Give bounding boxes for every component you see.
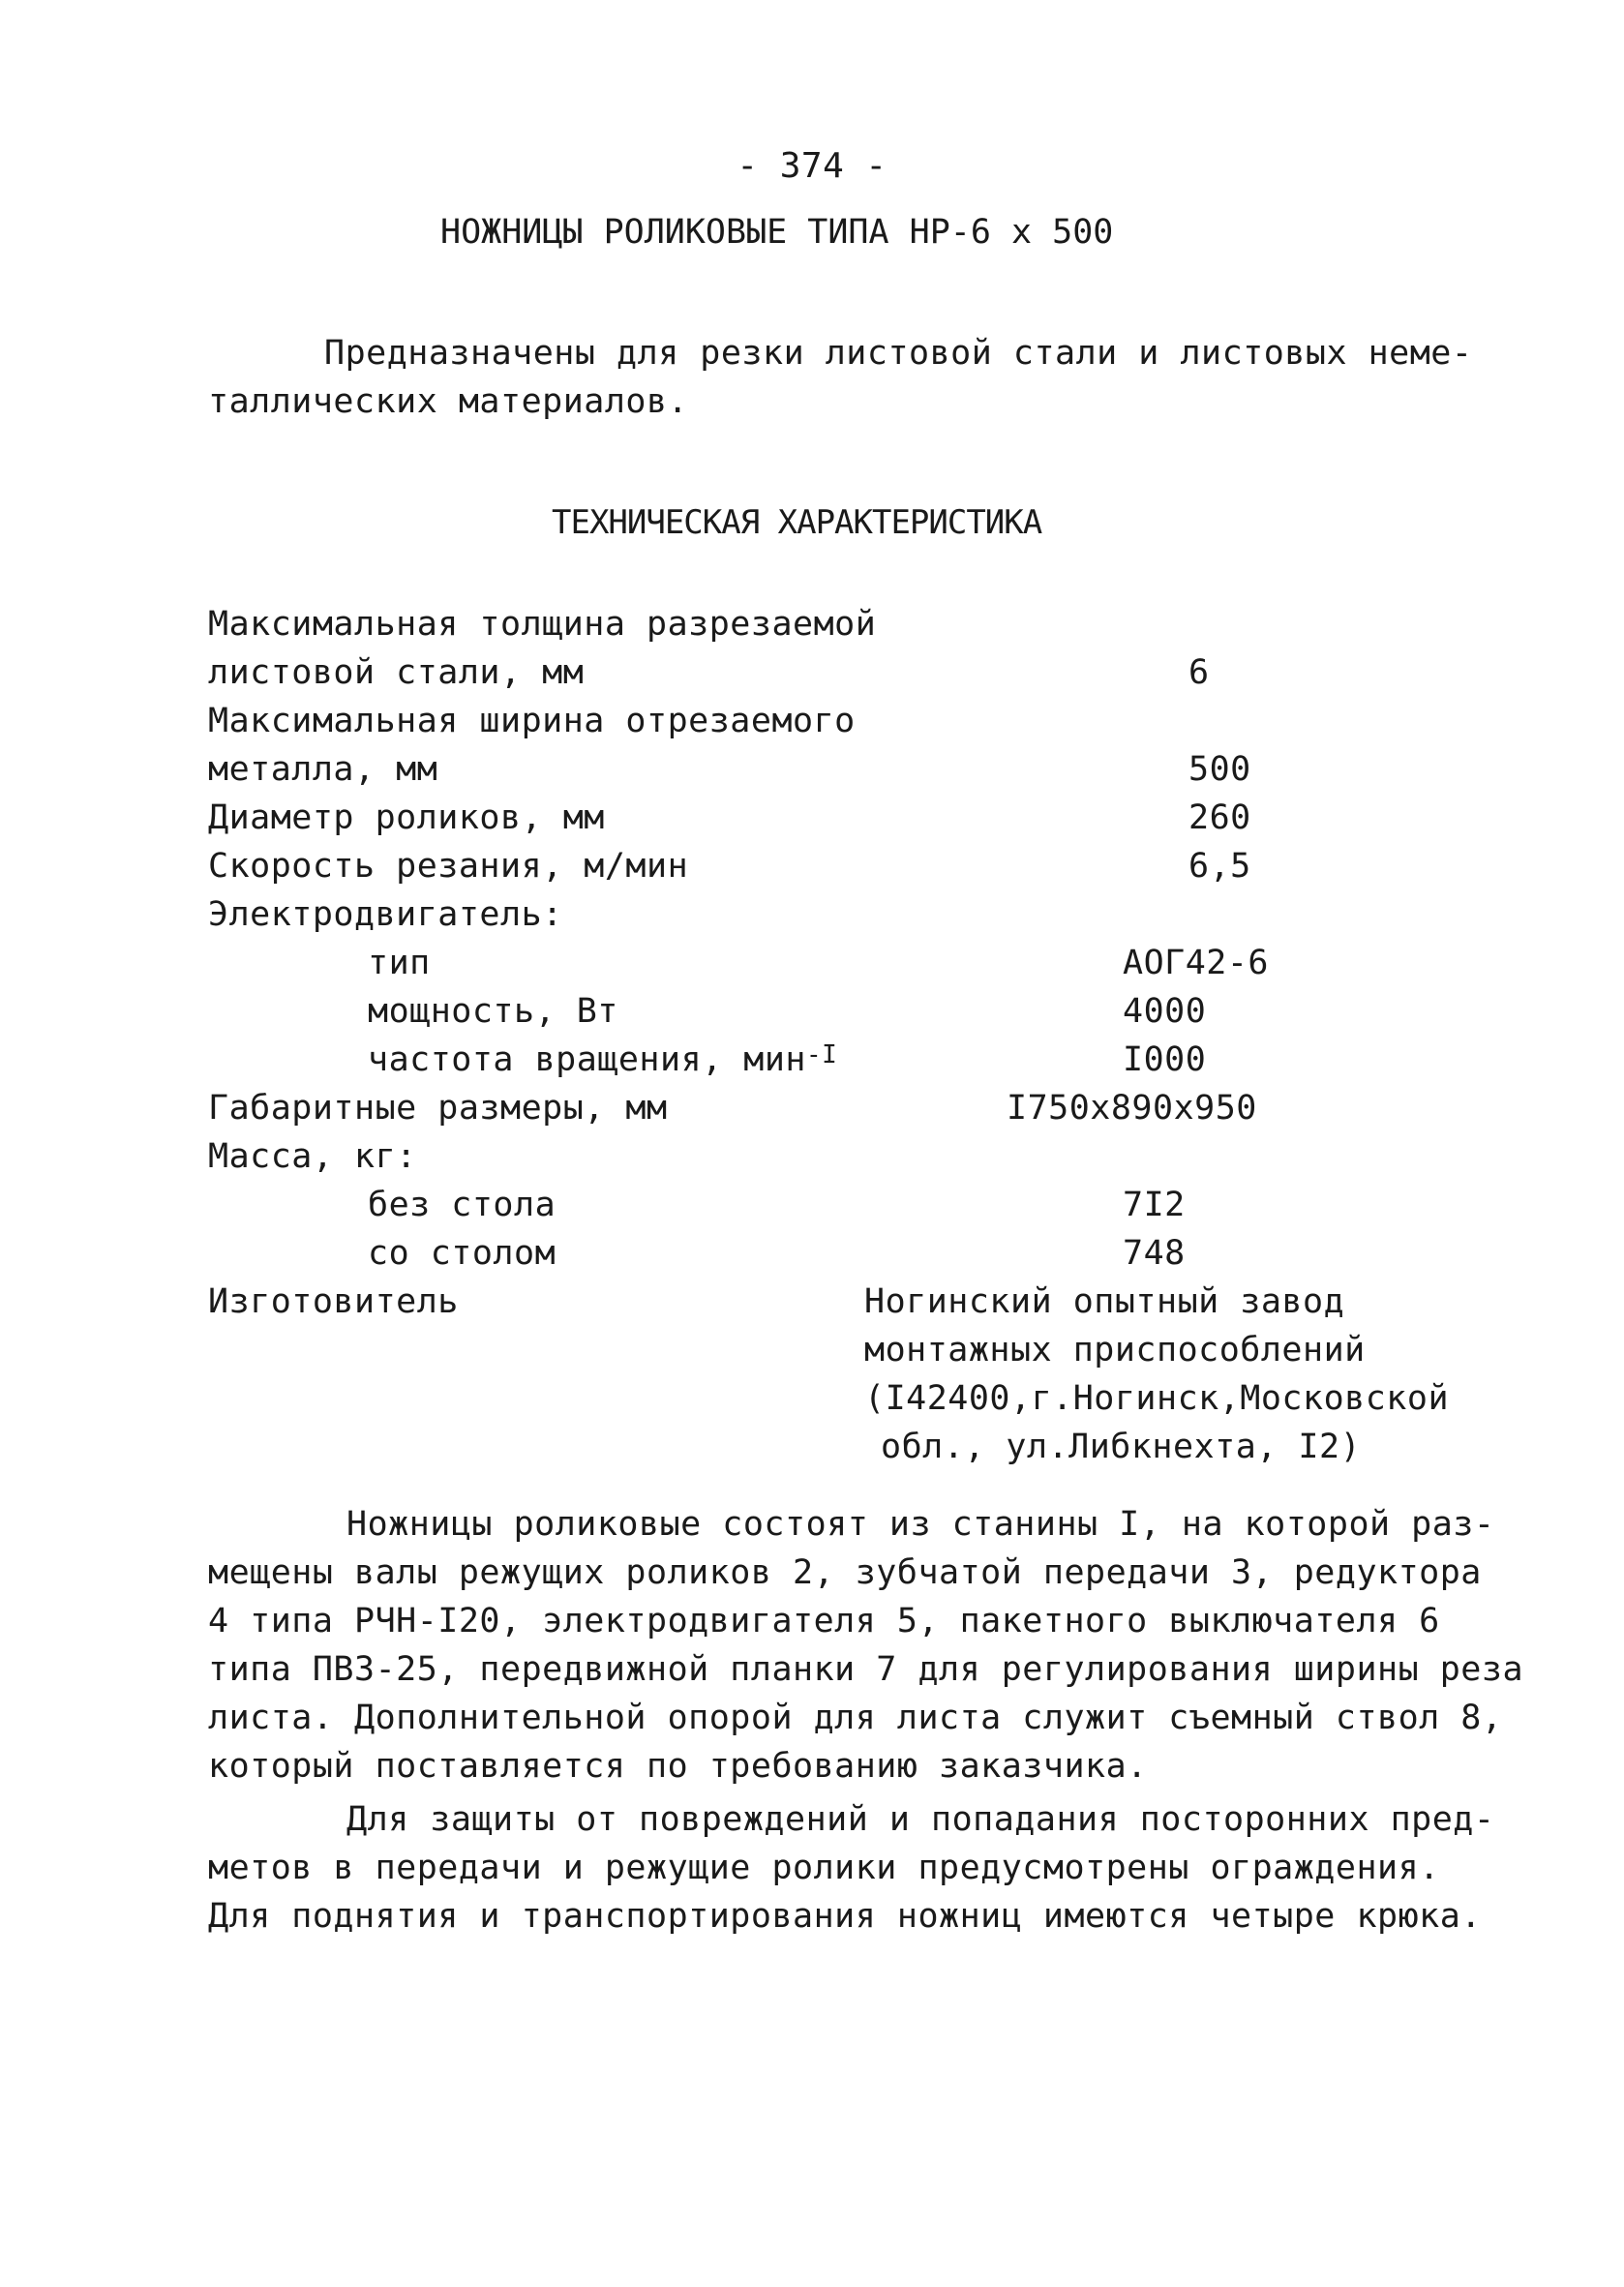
spec-maker-line-3: (I42400,г.Ногинск,Московской	[864, 1379, 1450, 1418]
spec-motor-label: Электродвигатель:	[208, 895, 563, 934]
spec-mass-with-table-value: 748	[1123, 1234, 1186, 1273]
spec-maker-line-2: монтажных приспособлений	[864, 1331, 1366, 1369]
purpose-line-1: Предназначены для резки листовой стали и листовых неме-	[324, 334, 1473, 373]
spec-mass-no-table-label: без стола	[368, 1186, 556, 1224]
page-title: НОЖНИЦЫ РОЛИКОВЫЕ ТИПА НР-6 х 500	[440, 213, 1114, 252]
description-line-1: Ножницы роликовые состоят из станины I, на которой раз-	[346, 1505, 1495, 1544]
spec-dims-value: I750x890x950	[1007, 1089, 1257, 1128]
description-line-5: листа. Дополнительной опорой для листа служит съемный ствол 8,	[208, 1699, 1503, 1737]
spec-thickness-label-1: Максимальная толщина разрезаемой	[208, 605, 877, 644]
spec-width-label-2: металла, мм	[208, 750, 438, 789]
description-line-9: Для поднятия и транспортирования ножниц имеются четыре крюка.	[208, 1897, 1482, 1936]
spec-motor-type-label: тип	[368, 944, 431, 982]
spec-motor-type-value: АОГ42-6	[1123, 944, 1270, 982]
spec-dims-label: Габаритные размеры, мм	[208, 1089, 668, 1128]
description-line-2: мещены валы режущих роликов 2, зубчатой передачи 3, редуктора	[208, 1553, 1482, 1592]
spec-maker-line-1: Ногинский опытный завод	[864, 1282, 1345, 1321]
spec-motor-power-label: мощность, Вт	[368, 992, 618, 1031]
spec-motor-freq-text: частота вращения, мин	[368, 1040, 807, 1079]
spec-motor-freq-value: I000	[1123, 1040, 1207, 1079]
spec-speed-label: Скорость резания, м/мин	[208, 847, 689, 886]
spec-heading: ТЕХНИЧЕСКАЯ ХАРАКТЕРИСТИКА	[552, 503, 1042, 542]
page-number: - 374 -	[737, 146, 887, 186]
description-line-6: который поставляется по требованию заказчика.	[208, 1747, 1148, 1786]
spec-motor-power-value: 4000	[1123, 992, 1207, 1031]
spec-mass-no-table-value: 7I2	[1123, 1186, 1186, 1224]
spec-thickness-value: 6	[1188, 653, 1210, 692]
description-line-7: Для защиты от повреждений и попадания посторонних пред-	[346, 1800, 1495, 1839]
spec-speed-value: 6,5	[1188, 847, 1251, 886]
spec-maker-line-4: обл., ул.Либкнехта, I2)	[881, 1428, 1362, 1466]
description-line-8: метов в передачи и режущие ролики предусмотрены ограждения.	[208, 1849, 1440, 1887]
spec-diameter-label: Диаметр роликов, мм	[208, 798, 605, 837]
spec-motor-freq-exponent: -I	[806, 1040, 838, 1069]
spec-thickness-label-2: листовой стали, мм	[208, 653, 585, 692]
spec-maker-label: Изготовитель	[208, 1282, 459, 1321]
description-line-4: типа ПВЗ-25, передвижной планки 7 для регулирования ширины реза	[208, 1650, 1524, 1689]
spec-mass-label: Масса, кг:	[208, 1137, 417, 1176]
description-line-3: 4 типа РЧН-I20, электродвигателя 5, пакетного выключателя 6	[208, 1602, 1440, 1640]
spec-width-value: 500	[1188, 750, 1251, 789]
purpose-line-2: таллических материалов.	[208, 382, 689, 421]
spec-motor-freq-label	[368, 1036, 837, 1087]
spec-width-label-1: Максимальная ширина отрезаемого	[208, 702, 856, 740]
spec-diameter-value: 260	[1188, 798, 1251, 837]
spec-mass-with-table-label: со столом	[368, 1234, 556, 1273]
